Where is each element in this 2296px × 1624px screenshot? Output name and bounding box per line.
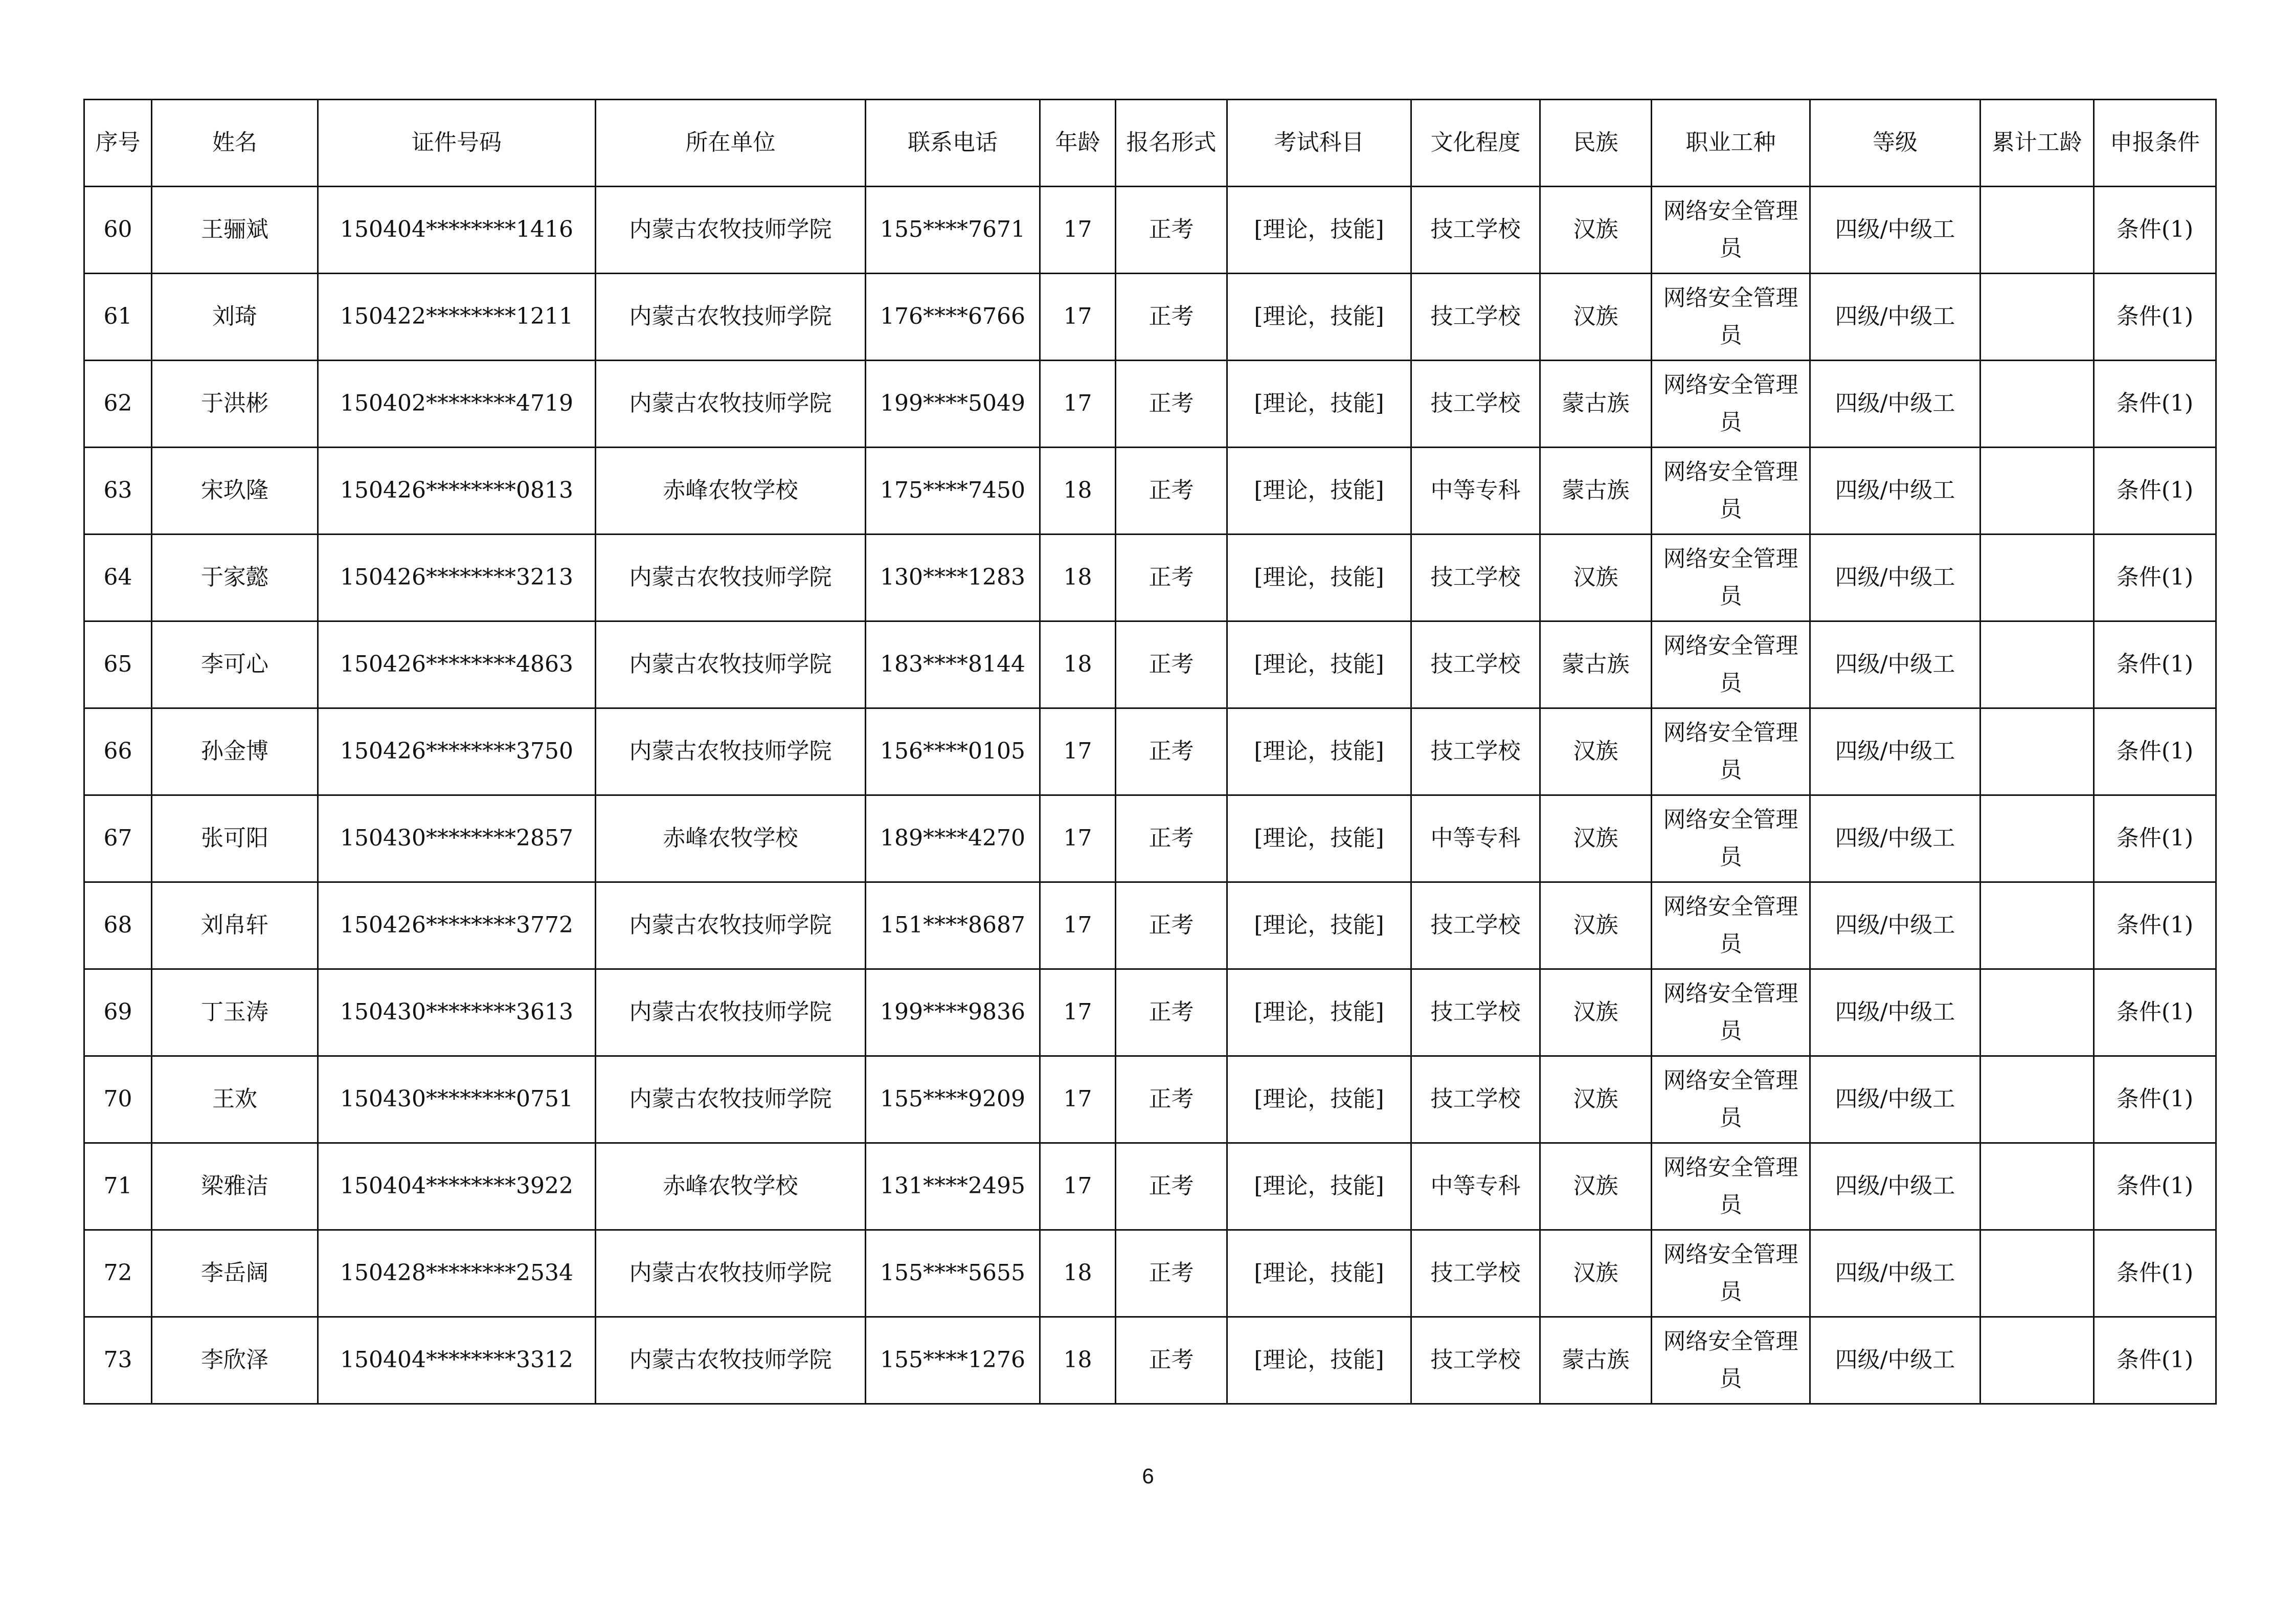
cell-col-unit: 内蒙古农牧技师学院 <box>596 187 866 274</box>
cell-col-occupation: 网络安全管理员 <box>1652 187 1810 274</box>
cell-col-ethnicity: 汉族 <box>1540 274 1652 361</box>
header-col-age: 年龄 <box>1040 100 1116 187</box>
cell-col-age: 18 <box>1040 535 1116 621</box>
cell-col-name: 李岳阔 <box>152 1230 318 1317</box>
cell-col-seq: 72 <box>84 1230 152 1317</box>
cell-col-seq: 61 <box>84 274 152 361</box>
cell-col-phone: 176****6766 <box>866 274 1040 361</box>
cell-col-seq: 71 <box>84 1143 152 1230</box>
cell-col-phone: 155****9209 <box>866 1056 1040 1143</box>
cell-col-occupation: 网络安全管理员 <box>1652 1230 1810 1317</box>
cell-col-condition: 条件(1) <box>2094 708 2216 795</box>
cell-col-education: 技工学校 <box>1411 1056 1540 1143</box>
cell-col-exam-subjects: [理论，技能] <box>1227 535 1411 621</box>
cell-col-condition: 条件(1) <box>2094 535 2216 621</box>
cell-col-seq: 73 <box>84 1317 152 1404</box>
cell-col-unit: 内蒙古农牧技师学院 <box>596 882 866 969</box>
header-col-education: 文化程度 <box>1411 100 1540 187</box>
cell-col-work-years <box>1980 1056 2094 1143</box>
cell-col-phone: 155****7671 <box>866 187 1040 274</box>
cell-col-work-years <box>1980 361 2094 448</box>
cell-col-seq: 70 <box>84 1056 152 1143</box>
cell-col-condition: 条件(1) <box>2094 1230 2216 1317</box>
cell-col-unit: 内蒙古农牧技师学院 <box>596 1056 866 1143</box>
header-col-exam-subjects: 考试科目 <box>1227 100 1411 187</box>
table-row <box>84 882 2216 969</box>
cell-col-level: 四级/中级工 <box>1810 448 1980 535</box>
cell-col-phone: 155****1276 <box>866 1317 1040 1404</box>
cell-col-registration-type: 正考 <box>1116 1143 1227 1230</box>
cell-col-condition: 条件(1) <box>2094 187 2216 274</box>
cell-col-work-years <box>1980 448 2094 535</box>
table-header <box>84 100 2216 187</box>
cell-col-unit: 内蒙古农牧技师学院 <box>596 535 866 621</box>
cell-col-ethnicity: 蒙古族 <box>1540 621 1652 708</box>
cell-col-work-years <box>1980 621 2094 708</box>
cell-col-name: 于洪彬 <box>152 361 318 448</box>
cell-col-ethnicity: 蒙古族 <box>1540 448 1652 535</box>
header-col-unit: 所在单位 <box>596 100 866 187</box>
cell-col-exam-subjects: [理论，技能] <box>1227 621 1411 708</box>
cell-col-education: 中等专科 <box>1411 795 1540 882</box>
cell-col-level: 四级/中级工 <box>1810 795 1980 882</box>
cell-col-age: 18 <box>1040 1230 1116 1317</box>
cell-col-unit: 内蒙古农牧技师学院 <box>596 1230 866 1317</box>
cell-col-name: 孙金博 <box>152 708 318 795</box>
cell-col-occupation: 网络安全管理员 <box>1652 795 1810 882</box>
cell-col-education: 技工学校 <box>1411 1317 1540 1404</box>
cell-col-occupation: 网络安全管理员 <box>1652 969 1810 1056</box>
cell-col-phone: 130****1283 <box>866 535 1040 621</box>
cell-col-id-number: 150430********3613 <box>318 969 596 1056</box>
cell-col-ethnicity: 汉族 <box>1540 708 1652 795</box>
cell-col-name: 王骊斌 <box>152 187 318 274</box>
cell-col-phone: 131****2495 <box>866 1143 1040 1230</box>
cell-col-education: 技工学校 <box>1411 621 1540 708</box>
cell-col-registration-type: 正考 <box>1116 187 1227 274</box>
table-row <box>84 535 2216 621</box>
cell-col-phone: 155****5655 <box>866 1230 1040 1317</box>
cell-col-occupation: 网络安全管理员 <box>1652 361 1810 448</box>
cell-col-work-years <box>1980 882 2094 969</box>
cell-col-education: 技工学校 <box>1411 1230 1540 1317</box>
cell-col-work-years <box>1980 274 2094 361</box>
cell-col-condition: 条件(1) <box>2094 1143 2216 1230</box>
cell-col-id-number: 150426********3772 <box>318 882 596 969</box>
cell-col-ethnicity: 蒙古族 <box>1540 361 1652 448</box>
header-col-level: 等级 <box>1810 100 1980 187</box>
cell-col-registration-type: 正考 <box>1116 1056 1227 1143</box>
cell-col-phone: 199****5049 <box>866 361 1040 448</box>
cell-col-condition: 条件(1) <box>2094 969 2216 1056</box>
header-col-name: 姓名 <box>152 100 318 187</box>
cell-col-work-years <box>1980 1317 2094 1404</box>
cell-col-id-number: 150422********1211 <box>318 274 596 361</box>
cell-col-ethnicity: 汉族 <box>1540 535 1652 621</box>
cell-col-exam-subjects: [理论，技能] <box>1227 708 1411 795</box>
cell-col-level: 四级/中级工 <box>1810 274 1980 361</box>
cell-col-condition: 条件(1) <box>2094 448 2216 535</box>
cell-col-phone: 156****0105 <box>866 708 1040 795</box>
cell-col-occupation: 网络安全管理员 <box>1652 621 1810 708</box>
cell-col-unit: 内蒙古农牧技师学院 <box>596 621 866 708</box>
cell-col-exam-subjects: [理论，技能] <box>1227 274 1411 361</box>
cell-col-age: 17 <box>1040 361 1116 448</box>
cell-col-work-years <box>1980 1143 2094 1230</box>
cell-col-registration-type: 正考 <box>1116 361 1227 448</box>
header-col-condition: 申报条件 <box>2094 100 2216 187</box>
header-col-work-years: 累计工龄 <box>1980 100 2094 187</box>
cell-col-age: 17 <box>1040 1056 1116 1143</box>
cell-col-unit: 内蒙古农牧技师学院 <box>596 708 866 795</box>
cell-col-name: 宋玖隆 <box>152 448 318 535</box>
cell-col-education: 技工学校 <box>1411 274 1540 361</box>
cell-col-occupation: 网络安全管理员 <box>1652 535 1810 621</box>
header-col-registration-type: 报名形式 <box>1116 100 1227 187</box>
header-col-occupation: 职业工种 <box>1652 100 1810 187</box>
cell-col-exam-subjects: [理论，技能] <box>1227 1317 1411 1404</box>
cell-col-id-number: 150430********2857 <box>318 795 596 882</box>
cell-col-unit: 内蒙古农牧技师学院 <box>596 969 866 1056</box>
cell-col-unit: 赤峰农牧学校 <box>596 795 866 882</box>
page-number: 6 <box>1142 1464 1154 1488</box>
cell-col-seq: 68 <box>84 882 152 969</box>
cell-col-ethnicity: 汉族 <box>1540 187 1652 274</box>
cell-col-seq: 69 <box>84 969 152 1056</box>
cell-col-exam-subjects: [理论，技能] <box>1227 361 1411 448</box>
cell-col-age: 17 <box>1040 1143 1116 1230</box>
header-row <box>84 100 2216 187</box>
table-row <box>84 1317 2216 1404</box>
cell-col-level: 四级/中级工 <box>1810 535 1980 621</box>
cell-col-registration-type: 正考 <box>1116 274 1227 361</box>
cell-col-name: 丁玉涛 <box>152 969 318 1056</box>
cell-col-work-years <box>1980 708 2094 795</box>
table-row <box>84 1230 2216 1317</box>
cell-col-unit: 内蒙古农牧技师学院 <box>596 274 866 361</box>
cell-col-condition: 条件(1) <box>2094 1056 2216 1143</box>
cell-col-id-number: 150430********0751 <box>318 1056 596 1143</box>
cell-col-phone: 189****4270 <box>866 795 1040 882</box>
cell-col-seq: 62 <box>84 361 152 448</box>
cell-col-occupation: 网络安全管理员 <box>1652 274 1810 361</box>
cell-col-condition: 条件(1) <box>2094 621 2216 708</box>
cell-col-unit: 赤峰农牧学校 <box>596 448 866 535</box>
cell-col-work-years <box>1980 535 2094 621</box>
cell-col-exam-subjects: [理论，技能] <box>1227 1143 1411 1230</box>
cell-col-occupation: 网络安全管理员 <box>1652 882 1810 969</box>
table-row <box>84 708 2216 795</box>
cell-col-name: 于家懿 <box>152 535 318 621</box>
cell-col-work-years <box>1980 187 2094 274</box>
cell-col-registration-type: 正考 <box>1116 1317 1227 1404</box>
cell-col-level: 四级/中级工 <box>1810 708 1980 795</box>
table-row <box>84 795 2216 882</box>
cell-col-work-years <box>1980 1230 2094 1317</box>
cell-col-level: 四级/中级工 <box>1810 1317 1980 1404</box>
cell-col-registration-type: 正考 <box>1116 795 1227 882</box>
cell-col-seq: 67 <box>84 795 152 882</box>
cell-col-registration-type: 正考 <box>1116 708 1227 795</box>
cell-col-exam-subjects: [理论，技能] <box>1227 969 1411 1056</box>
cell-col-seq: 66 <box>84 708 152 795</box>
cell-col-occupation: 网络安全管理员 <box>1652 1056 1810 1143</box>
cell-col-id-number: 150404********3312 <box>318 1317 596 1404</box>
cell-col-registration-type: 正考 <box>1116 969 1227 1056</box>
header-col-phone: 联系电话 <box>866 100 1040 187</box>
cell-col-ethnicity: 汉族 <box>1540 969 1652 1056</box>
cell-col-work-years <box>1980 969 2094 1056</box>
cell-col-education: 技工学校 <box>1411 535 1540 621</box>
cell-col-phone: 151****8687 <box>866 882 1040 969</box>
cell-col-exam-subjects: [理论，技能] <box>1227 1056 1411 1143</box>
cell-col-education: 技工学校 <box>1411 882 1540 969</box>
cell-col-registration-type: 正考 <box>1116 448 1227 535</box>
cell-col-age: 17 <box>1040 187 1116 274</box>
cell-col-age: 18 <box>1040 1317 1116 1404</box>
cell-col-age: 17 <box>1040 708 1116 795</box>
cell-col-registration-type: 正考 <box>1116 535 1227 621</box>
cell-col-id-number: 150426********3213 <box>318 535 596 621</box>
cell-col-name: 刘帛轩 <box>152 882 318 969</box>
cell-col-level: 四级/中级工 <box>1810 361 1980 448</box>
roster-table <box>83 99 2217 1405</box>
cell-col-name: 刘琦 <box>152 274 318 361</box>
cell-col-level: 四级/中级工 <box>1810 882 1980 969</box>
cell-col-phone: 175****7450 <box>866 448 1040 535</box>
header-col-seq: 序号 <box>84 100 152 187</box>
cell-col-seq: 60 <box>84 187 152 274</box>
cell-col-name: 李欣泽 <box>152 1317 318 1404</box>
cell-col-education: 中等专科 <box>1411 448 1540 535</box>
cell-col-ethnicity: 汉族 <box>1540 1230 1652 1317</box>
cell-col-exam-subjects: [理论，技能] <box>1227 882 1411 969</box>
cell-col-registration-type: 正考 <box>1116 621 1227 708</box>
cell-col-work-years <box>1980 795 2094 882</box>
cell-col-exam-subjects: [理论，技能] <box>1227 187 1411 274</box>
cell-col-occupation: 网络安全管理员 <box>1652 448 1810 535</box>
cell-col-age: 17 <box>1040 969 1116 1056</box>
cell-col-condition: 条件(1) <box>2094 274 2216 361</box>
cell-col-exam-subjects: [理论，技能] <box>1227 1230 1411 1317</box>
cell-col-id-number: 150404********1416 <box>318 187 596 274</box>
table-row <box>84 621 2216 708</box>
cell-col-age: 17 <box>1040 882 1116 969</box>
cell-col-id-number: 150426********4863 <box>318 621 596 708</box>
cell-col-registration-type: 正考 <box>1116 882 1227 969</box>
cell-col-exam-subjects: [理论，技能] <box>1227 448 1411 535</box>
cell-col-unit: 赤峰农牧学校 <box>596 1143 866 1230</box>
cell-col-education: 技工学校 <box>1411 187 1540 274</box>
table-row <box>84 969 2216 1056</box>
cell-col-level: 四级/中级工 <box>1810 1143 1980 1230</box>
table-row <box>84 1056 2216 1143</box>
header-col-id-number: 证件号码 <box>318 100 596 187</box>
table-row <box>84 1143 2216 1230</box>
cell-col-registration-type: 正考 <box>1116 1230 1227 1317</box>
cell-col-seq: 65 <box>84 621 152 708</box>
cell-col-age: 17 <box>1040 274 1116 361</box>
cell-col-id-number: 150428********2534 <box>318 1230 596 1317</box>
table-row <box>84 274 2216 361</box>
cell-col-seq: 64 <box>84 535 152 621</box>
cell-col-unit: 内蒙古农牧技师学院 <box>596 1317 866 1404</box>
cell-col-unit: 内蒙古农牧技师学院 <box>596 361 866 448</box>
cell-col-occupation: 网络安全管理员 <box>1652 1317 1810 1404</box>
cell-col-seq: 63 <box>84 448 152 535</box>
cell-col-name: 李可心 <box>152 621 318 708</box>
cell-col-age: 18 <box>1040 621 1116 708</box>
cell-col-phone: 183****8144 <box>866 621 1040 708</box>
cell-col-education: 技工学校 <box>1411 969 1540 1056</box>
cell-col-education: 中等专科 <box>1411 1143 1540 1230</box>
cell-col-condition: 条件(1) <box>2094 882 2216 969</box>
cell-col-occupation: 网络安全管理员 <box>1652 708 1810 795</box>
cell-col-name: 张可阳 <box>152 795 318 882</box>
cell-col-level: 四级/中级工 <box>1810 969 1980 1056</box>
cell-col-ethnicity: 汉族 <box>1540 1056 1652 1143</box>
cell-col-level: 四级/中级工 <box>1810 1230 1980 1317</box>
cell-col-id-number: 150426********3750 <box>318 708 596 795</box>
cell-col-condition: 条件(1) <box>2094 361 2216 448</box>
cell-col-condition: 条件(1) <box>2094 1317 2216 1404</box>
cell-col-ethnicity: 汉族 <box>1540 882 1652 969</box>
table-row <box>84 448 2216 535</box>
cell-col-condition: 条件(1) <box>2094 795 2216 882</box>
table-row <box>84 187 2216 274</box>
cell-col-level: 四级/中级工 <box>1810 187 1980 274</box>
cell-col-level: 四级/中级工 <box>1810 621 1980 708</box>
cell-col-ethnicity: 蒙古族 <box>1540 1317 1652 1404</box>
cell-col-id-number: 150402********4719 <box>318 361 596 448</box>
cell-col-ethnicity: 汉族 <box>1540 795 1652 882</box>
cell-col-name: 王欢 <box>152 1056 318 1143</box>
table-row <box>84 361 2216 448</box>
cell-col-phone: 199****9836 <box>866 969 1040 1056</box>
header-col-ethnicity: 民族 <box>1540 100 1652 187</box>
cell-col-id-number: 150426********0813 <box>318 448 596 535</box>
cell-col-education: 技工学校 <box>1411 708 1540 795</box>
cell-col-ethnicity: 汉族 <box>1540 1143 1652 1230</box>
cell-col-id-number: 150404********3922 <box>318 1143 596 1230</box>
cell-col-name: 梁雅洁 <box>152 1143 318 1230</box>
cell-col-education: 技工学校 <box>1411 361 1540 448</box>
cell-col-level: 四级/中级工 <box>1810 1056 1980 1143</box>
cell-col-age: 18 <box>1040 448 1116 535</box>
cell-col-exam-subjects: [理论，技能] <box>1227 795 1411 882</box>
cell-col-age: 17 <box>1040 795 1116 882</box>
cell-col-occupation: 网络安全管理员 <box>1652 1143 1810 1230</box>
table-body <box>84 187 2216 1404</box>
